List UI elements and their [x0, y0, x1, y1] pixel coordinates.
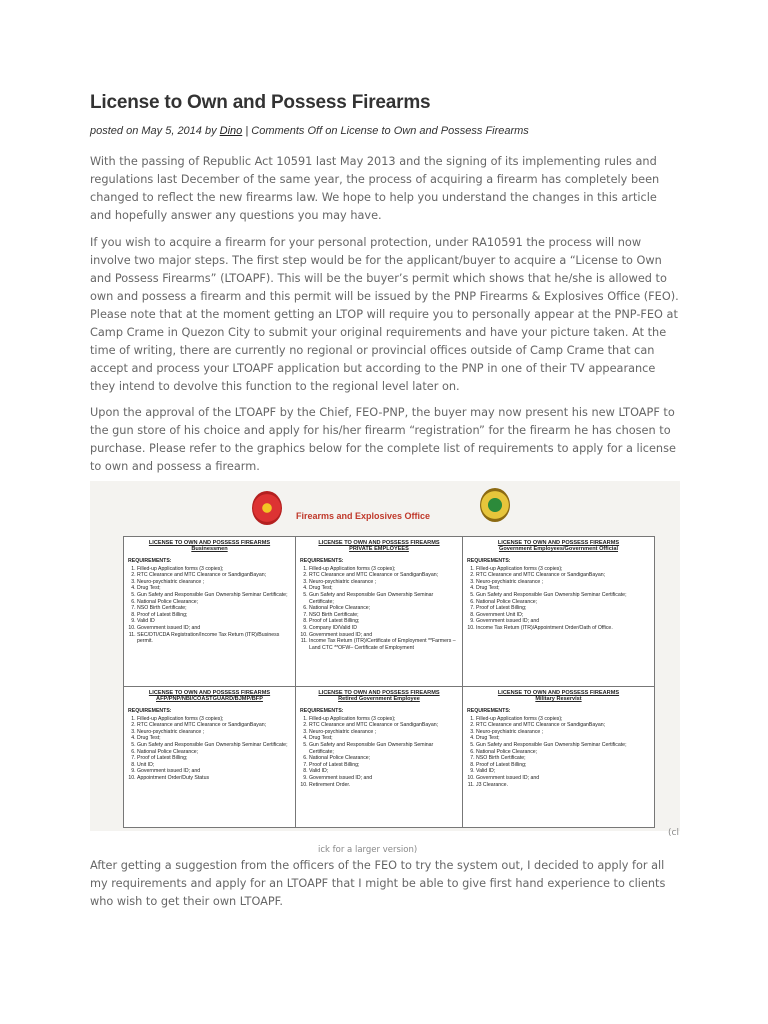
cell-category: Businessmen — [191, 546, 228, 553]
requirements-label: REQUIREMENTS: — [128, 708, 172, 714]
requirement-item: 7. NSO Birth Certificate; — [309, 612, 458, 619]
requirement-item: 4. Drug Test; — [476, 735, 650, 742]
requirements-cell — [296, 537, 463, 687]
requirement-item: 3. Neuro-psychiatric clearance ; — [309, 579, 458, 586]
requirement-item: 1. Filled-up Application forms (3 copies); — [137, 716, 291, 723]
requirement-item: 7. NSO Birth Certificate; — [476, 755, 650, 762]
requirement-item: 4. Drug Test; — [309, 585, 458, 592]
requirements-label: REQUIREMENTS: — [467, 558, 511, 564]
requirement-item: 6. National Police Clearance; — [476, 749, 650, 756]
requirements-cell — [463, 537, 654, 687]
requirement-item: 1. Filled-up Application forms (3 copies); — [309, 566, 458, 573]
figure-header — [90, 481, 680, 536]
article-title: License to Own and Possess Firearms — [90, 92, 431, 113]
requirement-item: 9. Valid ID; — [476, 768, 650, 775]
pnp-seal-icon — [252, 491, 282, 525]
requirement-item: 3. Neuro-psychiatric clearance ; — [476, 729, 650, 736]
cell-heading: LICENSE TO OWN AND POSSESS FIREARMS — [497, 540, 620, 546]
requirements-list — [128, 566, 291, 645]
requirements-label: REQUIREMENTS: — [300, 558, 344, 564]
requirements-cell — [296, 687, 463, 827]
cell-heading: LICENSE TO OWN AND POSSESS FIREARMS — [318, 540, 440, 546]
requirement-item: 8. Proof of Latest Billing; — [476, 762, 650, 769]
requirements-list — [300, 716, 458, 789]
requirement-item: 3. Neuro-psychiatric clearance ; — [476, 579, 650, 586]
requirement-item: 1. Filled-up Application forms (3 copies); — [309, 716, 458, 723]
requirements-grid — [124, 537, 654, 827]
cell-heading: LICENSE TO OWN AND POSSESS FIREARMS — [148, 540, 271, 546]
caption-click-link[interactable]: (cl — [668, 828, 679, 838]
requirements-table — [123, 536, 655, 828]
author-link[interactable]: Dino — [219, 125, 243, 137]
requirement-item: 8. Proof of Latest Billing; — [309, 618, 458, 625]
paragraph-intro: With the passing of Republic Act 10591 last May 2013 and the signing of its implementing rules and regulations last December of the same year, the process of acquiring a firearm has completely been changed to reflect the new firearms law. We hope to help you understand the changes in this article and hopefully answer any questions you may have. — [90, 155, 660, 222]
requirement-item: 11. SEC/DTI/CDA Registration/Income Tax Return (ITR)/Business permit. — [137, 632, 291, 645]
requirement-item: 2. RTC Clearance and MTC Clearance or SandiganBayan; — [309, 572, 458, 579]
requirements-list — [128, 716, 291, 782]
requirement-item: 10. Appointment Order/Duty Status — [137, 775, 291, 782]
requirement-item: 5. Gun Safety and Responsible Gun Ownership Seminar Certificate; — [309, 742, 458, 755]
camp-crame-seal-icon — [480, 488, 510, 522]
requirement-item: 7. Proof of Latest Billing; — [309, 762, 458, 769]
requirement-item: 6. National Police Clearance; — [137, 749, 291, 756]
requirement-item: 1. Filled-up Application forms (3 copies); — [137, 566, 291, 573]
requirement-item: 4. Drug Test; — [309, 735, 458, 742]
requirement-item: 1. Filled-up Application forms (3 copies); — [476, 716, 650, 723]
requirement-item: 7. NSO Birth Certificate; — [137, 605, 291, 612]
requirement-item: 2. RTC Clearance and MTC Clearance or SandiganBayan; — [476, 572, 650, 579]
requirement-item: 2. RTC Clearance and MTC Clearance or SandiganBayan; — [137, 722, 291, 729]
requirements-list — [300, 566, 458, 652]
caption-larger-version[interactable]: ick for a larger version) — [318, 845, 418, 855]
requirement-item: 10. Government issued ID; and — [309, 632, 458, 639]
requirement-item: 8. Proof of Latest Billing; — [137, 612, 291, 619]
paragraph-approval: Upon the approval of the LTOAPF by the Chief, FEO-PNP, the buyer may now present his new LTOAPF to the gun store of his choice and apply for his/her firearm “registration” for the firearm he has chosen to purchase. Please refer to the graphics below for the complete list of requirements to apply for a license to own and possess a firearm. — [90, 406, 676, 473]
requirement-item: 4. Drug Test; — [137, 735, 291, 742]
requirement-item: 8. Government Unit ID; — [476, 612, 650, 619]
requirements-label: REQUIREMENTS: — [300, 708, 344, 714]
cell-category: AFP/PNP/NBI/COASTGUARD/BJMP/BFP — [156, 696, 263, 703]
requirements-label: REQUIREMENTS: — [467, 708, 511, 714]
cell-heading: LICENSE TO OWN AND POSSESS FIREARMS — [148, 690, 271, 696]
requirement-item: 2. RTC Clearance and MTC Clearance or SandiganBayan; — [476, 722, 650, 729]
requirement-item: 10. Income Tax Return (ITR)/Appointment Order/Oath of Office. — [476, 625, 650, 632]
requirement-item: 9. Government issued ID; and — [309, 775, 458, 782]
requirement-item: 2. RTC Clearance and MTC Clearance or SandiganBayan; — [309, 722, 458, 729]
requirement-item: 9. Valid ID — [137, 618, 291, 625]
post-date: posted on May 5, 2014 by — [90, 125, 220, 137]
requirement-item: 5. Gun Safety and Responsible Gun Ownership Seminar Certificate; — [476, 592, 650, 599]
requirement-item: 9. Company ID/Valid ID — [309, 625, 458, 632]
requirement-item: 9. Government issued ID; and — [137, 768, 291, 775]
requirement-item: 6. National Police Clearance; — [309, 605, 458, 612]
cell-category: Retired Government Employee — [338, 696, 420, 703]
requirement-item: 6. National Police Clearance; — [137, 599, 291, 606]
requirement-item: 10. Government issued ID; and — [137, 625, 291, 632]
requirement-item: 5. Gun Safety and Responsible Gun Ownership Seminar Certificate; — [476, 742, 650, 749]
requirement-item: 4. Drug Test; — [476, 585, 650, 592]
requirement-item: 11. J3 Clearance. — [476, 782, 650, 789]
requirements-figure[interactable] — [90, 481, 680, 831]
requirement-item: 2. RTC Clearance and MTC Clearance or SandiganBayan; — [137, 572, 291, 579]
requirement-item: 5. Gun Safety and Responsible Gun Ownership Seminar Certificate; — [137, 742, 291, 749]
requirements-list — [467, 566, 650, 632]
cell-category: PRIVATE EMPLOYEES — [349, 546, 409, 553]
requirements-cell — [124, 537, 296, 687]
figure-office-title: Firearms and Explosives Office — [296, 511, 431, 521]
cell-heading: LICENSE TO OWN AND POSSESS FIREARMS — [318, 690, 440, 696]
comments-status: | Comments Off on License to Own and Possess Firearms — [242, 125, 529, 137]
requirement-item: 6. National Police Clearance; — [476, 599, 650, 606]
requirement-item: 10. Retirement Order. — [309, 782, 458, 789]
requirement-item: 3. Neuro-psychiatric clearance ; — [137, 579, 291, 586]
post-meta — [90, 125, 529, 137]
requirement-item: 5. Gun Safety and Responsible Gun Ownership Seminar Certificate; — [309, 592, 458, 605]
requirement-item: 8. Unit ID; — [137, 762, 291, 769]
requirements-cell — [463, 687, 654, 827]
requirement-item: 8. Valid ID; — [309, 768, 458, 775]
requirements-cell — [124, 687, 296, 827]
cell-category: Government Employees/Government Official — [498, 546, 619, 553]
requirements-label: REQUIREMENTS: — [128, 558, 172, 564]
requirement-item: 3. Neuro-psychiatric clearance ; — [137, 729, 291, 736]
requirement-item: 6. National Police Clearance; — [309, 755, 458, 762]
requirement-item: 3. Neuro-psychiatric clearance ; — [309, 729, 458, 736]
requirement-item: 11. Income Tax Return (ITR)/Certificate of Employment **Farmers – Land CTC **OFW– Certificate of Employment — [309, 638, 458, 651]
requirement-item: 10. Government issued ID; and — [476, 775, 650, 782]
requirement-item: 7. Proof of Latest Billing; — [476, 605, 650, 612]
requirement-item: 9. Government issued ID; and — [476, 618, 650, 625]
cell-heading: LICENSE TO OWN AND POSSESS FIREARMS — [497, 690, 620, 696]
requirement-item: 4. Drug Test; — [137, 585, 291, 592]
requirement-item: 5. Gun Safety and Responsible Gun Ownership Seminar Certificate; — [137, 592, 291, 599]
paragraph-experience: After getting a suggestion from the officers of the FEO to try the system out, I decided to apply for all my requirements and apply for an LTOAPF that I might be able to give first hand experience to clients who wish to get their own LTOAPF. — [90, 859, 666, 908]
requirement-item: 1. Filled-up Application forms (3 copies); — [476, 566, 650, 573]
paragraph-process: If you wish to acquire a firearm for your personal protection, under RA10591 the process will now involve two major steps. The first step would be for the applicant/buyer to acquire a “License to Own and Possess Firearms” (LTOAPF). This will be the buyer’s permit which shows that he/she is allowed to own and possess a firearm and this permit will be issued by the PNP Firearms & Explosives Office (FEO). Please note that at the moment getting an LTOP will require you to personally appear at the PNP-FEO at Camp Crame in Quezon City to submit your original requirements and have your picture taken. At the time of writing, there are currently no regional or provincial offices outside of Camp Crame that can accept and process your LTOAPF application but according to the PNP in one of their TV appearance they intend to devolve this function to the regional level later on. — [90, 236, 679, 393]
cell-category: Military Reservist — [535, 696, 582, 703]
requirements-list — [467, 716, 650, 789]
requirement-item: 7. Proof of Latest Billing; — [137, 755, 291, 762]
